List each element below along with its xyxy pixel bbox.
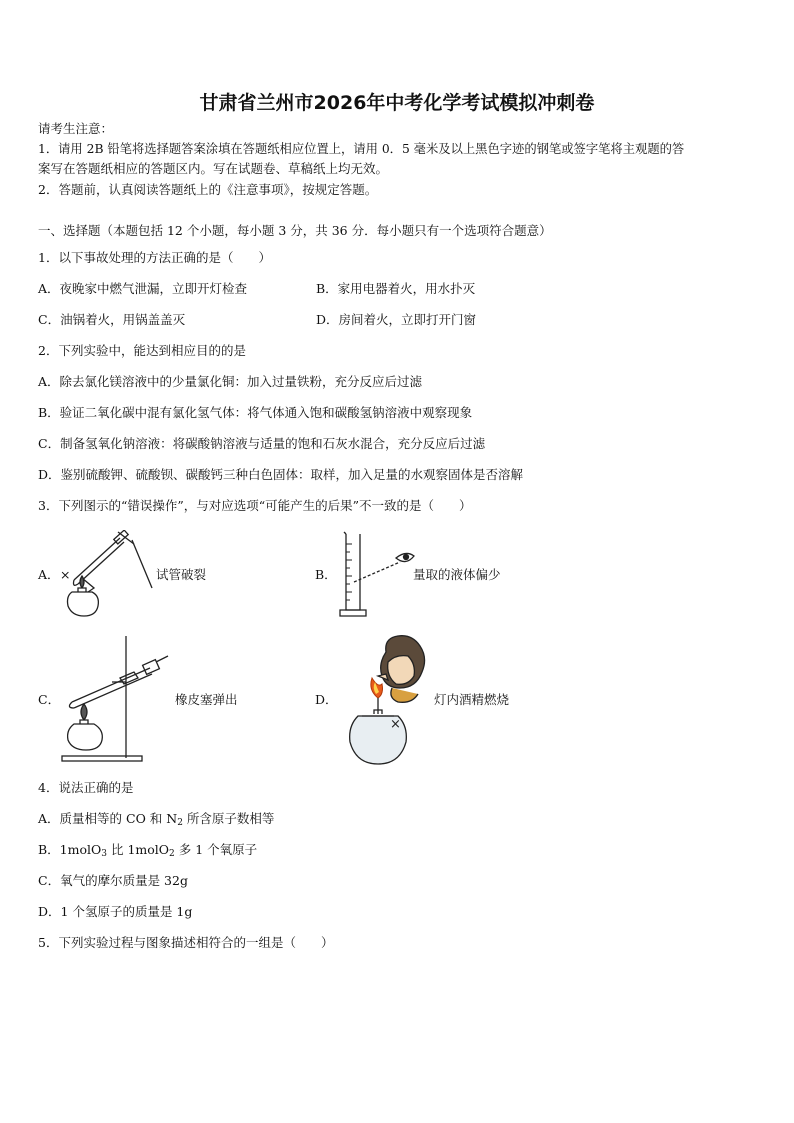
section-heading: 一、选择题（本题包括 12 个小题，每小题 3 分，共 36 分．每小题只有一个选项符合题意）: [38, 223, 552, 238]
q4-option-d: D．1 个氢原子的质量是 1g: [38, 904, 193, 919]
q3-option-c-caption: 橡皮塞弹出: [175, 692, 238, 707]
q1-option-d: D．房间着火，立即打开门窗: [316, 312, 477, 327]
q3-stem: 3．下列图示的“错误操作”，与对应选项“可能产生的后果”不一致的是（ ）: [38, 498, 472, 513]
q2-stem: 2．下列实验中，能达到相应目的的是: [38, 343, 246, 358]
q1-option-c: C．油锅着火，用锅盖盖灭: [38, 312, 186, 327]
blowing-out-alcohol-lamp-figure: [338, 632, 434, 772]
q2-option-d: D．鉴别硫酸钾、硫酸钡、碳酸钙三种白色固体：取样，加入足量的水观察固体是否溶解: [38, 467, 524, 482]
q3-option-c-letter: C．: [38, 692, 61, 707]
q2-option-b: B．验证二氧化碳中混有氯化氢气体：将气体通入饱和碳酸氢钠溶液中观察现象: [38, 405, 473, 420]
q5-stem: 5．下列实验过程与图象描述相符合的一组是（ ）: [38, 935, 334, 950]
heating-test-tube-figure: [62, 530, 154, 622]
q3-option-a-cross: ×: [60, 567, 71, 582]
q1-stem: 1．以下事故处理的方法正确的是（ ）: [38, 250, 271, 265]
q3-option-b-letter: B．: [315, 567, 337, 582]
stand-test-tube-heating-figure: [60, 632, 170, 764]
q3-option-d-letter: D．: [315, 692, 338, 707]
notice-line-1b: 案写在答题纸相应的答题区内。写在试题卷、草稿纸上均无效。: [38, 161, 389, 176]
notice-line-1a: 1．请用 2B 铅笔将选择题答案涂填在答题纸相应位置上，请用 0．5 毫米及以上黑色字迹的钢笔或签字笔将主观题的答: [38, 142, 685, 156]
q3-option-a-caption: 试管破裂: [156, 567, 207, 582]
q2-option-a: A．除去氯化镁溶液中的少量氯化铜：加入过量铁粉，充分反应后过滤: [38, 374, 423, 389]
q1-option-a: A．夜晚家中燃气泄漏，立即开灯检查: [38, 281, 248, 296]
q3-option-b-caption: 量取的液体偏少: [413, 567, 501, 582]
q4-option-b: B．1molO$_3$ 比 1molO$_2$ 多 1 个氧原子: [38, 842, 258, 859]
page-title: 甘肃省兰州市2026年中考化学考试模拟冲刺卷: [199, 92, 595, 114]
q3-option-a-letter: A．: [38, 567, 60, 582]
q1-option-b: B．家用电器着火，用水扑灭: [316, 281, 476, 296]
notice-heading: 请考生注意：: [38, 121, 114, 136]
notice-line-2: 2．答题前，认真阅读答题纸上的《注意事项》，按规定答题。: [38, 182, 378, 197]
svg-text:×: ×: [390, 717, 401, 732]
q4-stem: 4．说法正确的是: [38, 780, 134, 795]
q4-option-a: A．质量相等的 CO 和 $N_2$ 所含原子数相等: [38, 811, 275, 828]
q4-option-c: C．氧气的摩尔质量是 32g: [38, 873, 188, 888]
q2-option-c: C．制备氢氧化钠溶液：将碳酸钠溶液与适量的饱和石灰水混合，充分反应后过滤: [38, 436, 486, 451]
q3-option-d-caption: 灯内酒精燃烧: [434, 692, 510, 707]
